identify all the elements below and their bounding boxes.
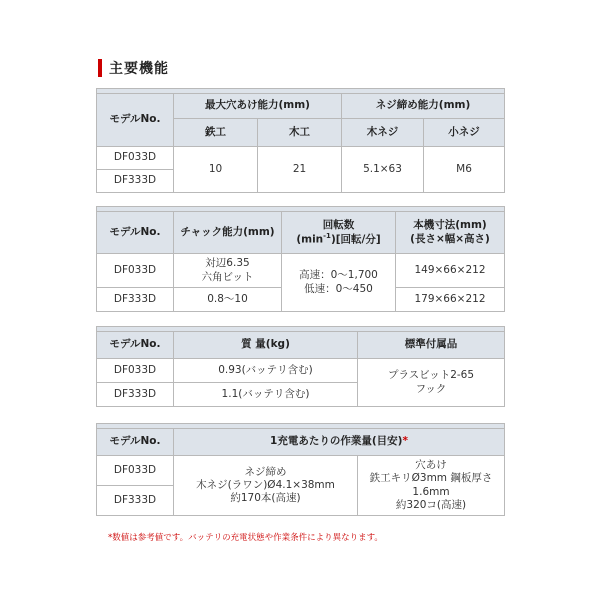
chuck-header: チャック能力(mm) xyxy=(174,212,282,254)
chuck-value-line1: 対辺6.35 xyxy=(205,257,250,270)
wood-value: 21 xyxy=(258,147,342,193)
model-header: モデルNo. xyxy=(97,429,174,456)
chuck-value: 0.8〜10 xyxy=(174,288,282,312)
drill-work-line2: 鉄工キリØ3mm 鋼板厚さ xyxy=(369,472,493,485)
table-row xyxy=(97,147,505,170)
rpm-unit-sup: -1 xyxy=(323,231,331,240)
rpm-unit-pre: (min xyxy=(296,233,324,246)
work-amount-header-text: 1充電あたりの作業量(目安) xyxy=(270,435,403,448)
screw-work-value xyxy=(174,456,358,516)
asterisk-mark: * xyxy=(402,435,408,448)
screw-work-line2: 木ネジ(ラワン)Ø4.1×38mm xyxy=(196,478,335,491)
rpm-value xyxy=(282,254,396,312)
chuck-value-line2: 六角ビット xyxy=(201,270,254,283)
model-cell: DF033D xyxy=(97,456,174,486)
section-title-text: 主要機能 xyxy=(109,61,169,77)
machine-screw-header: 小ネジ xyxy=(424,119,505,147)
model-cell: DF333D xyxy=(97,170,174,193)
accessory-line2: フック xyxy=(415,382,447,395)
accessory-header: 標準付属品 xyxy=(358,332,505,359)
screw-work-line1: ネジ締め xyxy=(244,465,287,478)
steel-header: 鉄工 xyxy=(174,119,258,147)
screw-work-line3: 約170本(高速) xyxy=(230,492,301,505)
wood-screw-value: 5.1×63 xyxy=(342,147,424,193)
dimension-value: 179×66×212 xyxy=(396,288,505,312)
rpm-header-main: 回転数 xyxy=(322,218,355,231)
model-cell: DF033D xyxy=(97,147,174,170)
section-title xyxy=(98,58,169,78)
dimension-header-line1: 本機寸法(mm) xyxy=(413,219,487,232)
drill-work-value xyxy=(358,456,505,516)
rpm-header-unit xyxy=(282,232,395,247)
table-work-per-charge xyxy=(96,423,505,516)
model-cell: DF333D xyxy=(97,288,174,312)
dimension-header xyxy=(396,212,505,254)
rpm-unit-post: )[回転/分] xyxy=(330,233,381,246)
steel-value: 10 xyxy=(174,147,258,193)
weight-header: 質 量(kg) xyxy=(174,332,358,359)
table-chuck-speed-size xyxy=(96,206,505,312)
max-drilling-header: 最大穴あけ能力(mm) xyxy=(174,94,342,119)
wood-screw-header: 木ネジ xyxy=(342,119,424,147)
weight-value: 0.93(バッテリ含む) xyxy=(174,359,358,383)
drill-work-line1: 穴あけ xyxy=(415,459,447,472)
wood-header: 木工 xyxy=(258,119,342,147)
table-row xyxy=(97,359,505,383)
screw-capacity-header: ネジ締め能力(mm) xyxy=(342,94,505,119)
model-cell: DF333D xyxy=(97,486,174,516)
drill-work-line3: 1.6mm xyxy=(412,485,450,498)
rpm-low: 低速：0〜450 xyxy=(304,282,373,295)
table-drilling-capacity xyxy=(96,88,505,193)
dimension-value: 149×66×212 xyxy=(396,254,505,288)
table-row xyxy=(97,456,505,486)
table-weight-accessories xyxy=(96,326,505,407)
model-cell: DF033D xyxy=(97,359,174,383)
work-amount-header xyxy=(174,429,505,456)
weight-value: 1.1(バッテリ含む) xyxy=(174,383,358,407)
model-cell: DF333D xyxy=(97,383,174,407)
chuck-value xyxy=(174,254,282,288)
model-cell: DF033D xyxy=(97,254,174,288)
model-header: モデルNo. xyxy=(97,212,174,254)
drill-work-line4: 約320コ(高速) xyxy=(395,498,467,511)
title-accent-bar xyxy=(98,59,102,77)
footnote: *数値は参考値です。バッテリの充電状態や作業条件により異なります。 xyxy=(108,533,383,543)
accessory-line1: プラスビット2-65 xyxy=(387,369,475,382)
rpm-header xyxy=(282,212,396,254)
model-header: モデルNo. xyxy=(97,332,174,359)
model-header: モデルNo. xyxy=(97,94,174,147)
accessory-value xyxy=(358,359,505,407)
rpm-high: 高速：0〜1,700 xyxy=(299,269,378,282)
table-row xyxy=(97,254,505,288)
dimension-header-line2: (長さ×幅×高さ) xyxy=(410,232,490,245)
machine-screw-value: M6 xyxy=(424,147,505,193)
